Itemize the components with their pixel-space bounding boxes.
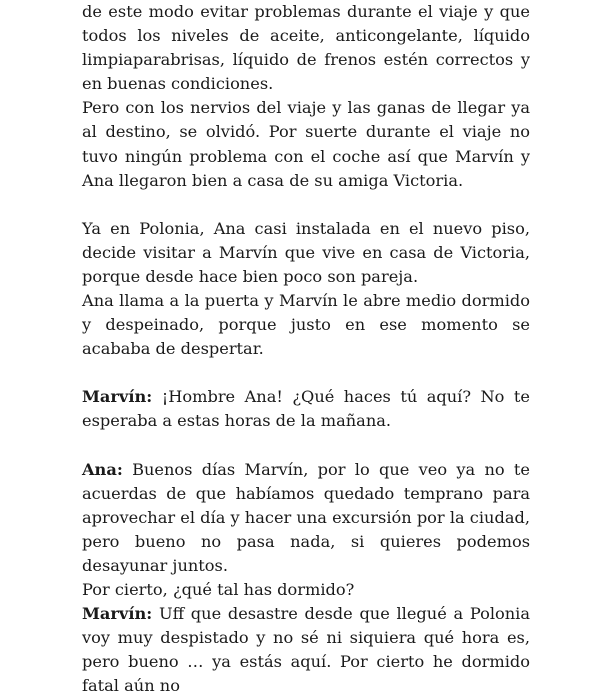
paragraph: Por cierto, ¿qué tal has dormido? [82,579,355,599]
paragraph: de este modo evitar problemas durante el viaje y que todos los niveles de aceite, anticongelante, líquido limpiaparabrisas, líquido de frenos estén correctos y en buenas condiciones. [82,2,530,94]
paragraph: Ana llama a la puerta y Marvín le abre medio dormido y despeinado, porque justo en ese momento se acababa de despertar. [82,291,530,359]
dialogue-text: Uff que desastre desde que llegué a Polonia voy muy despistado y no sé ni siquiera qué hora es, pero bueno … ya estás aquí. Por cierto he dormido fatal aún no [82,604,530,696]
paragraph: Ya en Polonia, Ana casi instalada en el nuevo piso, decide visitar a Marvín que vive en casa de Victoria, porque desde hace bien poco son pareja. [82,218,530,286]
speaker-name: Marvín: [82,387,153,407]
paragraph: Pero con los nervios del viaje y las ganas de llegar ya al destino, se olvidó. Por suerte durante el viaje no tuvo ningún problema con el coche así que Marvín y Ana llegaron bien a casa de su amiga Victoria. [82,98,530,190]
paragraph-gap [82,361,530,385]
paragraph-gap [82,434,530,458]
dialogue-text: ¡Hombre Ana! ¿Qué haces tú aquí? No te esperaba a estas horas de la mañana. [82,387,530,431]
speaker-name: Marvín: [82,604,153,624]
dialogue-line [82,602,530,698]
document-page [82,0,530,698]
dialogue-line [82,458,530,578]
dialogue-line [82,385,530,433]
speaker-name: Ana: [82,459,123,479]
paragraph-gap [82,193,530,217]
dialogue-text: Buenos días Marvín, por lo que veo ya no te acuerdas de que habíamos quedado temprano para aprovechar el día y hacer una excursión por la ciudad, pero bueno no pasa nada, si quieres podemos desayunar juntos. [82,459,530,575]
